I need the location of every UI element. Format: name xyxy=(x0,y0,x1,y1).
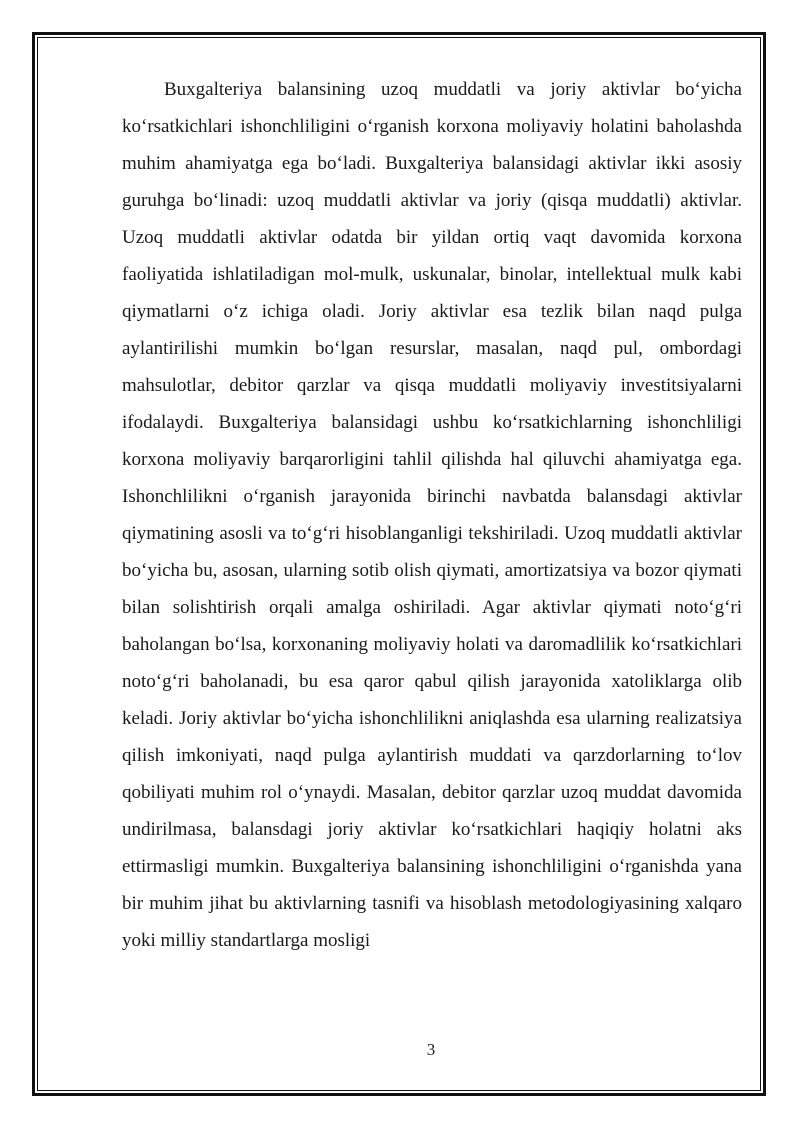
page-number-text: 3 xyxy=(426,1040,436,1059)
page-number xyxy=(0,1040,800,1060)
body-paragraph: Buxgalteriya balansining uzoq muddatli va joriy aktivlar bo‘yicha ko‘rsatkichlari ishonchliligini o‘rganish korxona moliyaviy holatini baholashda muhim ahamiyatga ega bo‘ladi. Buxgalteriya balansidagi aktivlar ikki asosiy guruhga bo‘linadi: uzoq muddatli aktivlar va joriy (qisqa muddatli) aktivlar. Uzoq muddatli aktivlar odatda bir yildan ortiq vaqt davomida korxona faoliyatida ishlatiladigan mol-mulk, uskunalar, binolar, intellektual mulk kabi qiymatlarni o‘z ichiga oladi. Joriy aktivlar esa tezlik bilan naqd pulga aylantirilishi mumkin bo‘lgan resurslar, masalan, naqd pul, ombordagi mahsulotlar, debitor qarzlar va qisqa muddatli moliyaviy investitsiyalarni ifodalaydi. Buxgalteriya balansidagi ushbu ko‘rsatkichlarning ishonchliligi korxona moliyaviy barqarorligini tahlil qilishda hal qiluvchi ahamiyatga ega. Ishonchlilikni o‘rganish jarayonida birinchi navbatda balansdagi aktivlar qiymatining asosli va to‘g‘ri hisoblanganligi tekshiriladi. Uzoq muddatli aktivlar bo‘yicha bu, asosan, ularning sotib olish qiymati, amortizatsiya va bozor qiymati bilan solishtirish orqali amalga oshiriladi. Agar aktivlar qiymati noto‘g‘ri baholangan bo‘lsa, korxonaning moliyaviy holati va daromadlilik ko‘rsatkichlari noto‘g‘ri baholanadi, bu esa qaror qabul qilish jarayonida xatoliklarga olib keladi. Joriy aktivlar bo‘yicha ishonchlilikni aniqlashda esa ularning realizatsiya qilish imkoniyati, naqd pulga aylantirish muddati va qarzdorlarning to‘lov qobiliyati muhim rol o‘ynaydi. Masalan, debitor qarzlar uzoq muddat davomida undirilmasa, balansdagi joriy aktivlar ko‘rsatkichlari haqiqiy holatni aks ettirmasligi mumkin. Buxgalteriya balansining ishonchliligini o‘rganishda yana bir muhim jihat bu aktivlarning tasnifi va hisoblash metodologiyasining xalqaro yoki milliy standartlarga mosligi xyxy=(122,79,742,951)
